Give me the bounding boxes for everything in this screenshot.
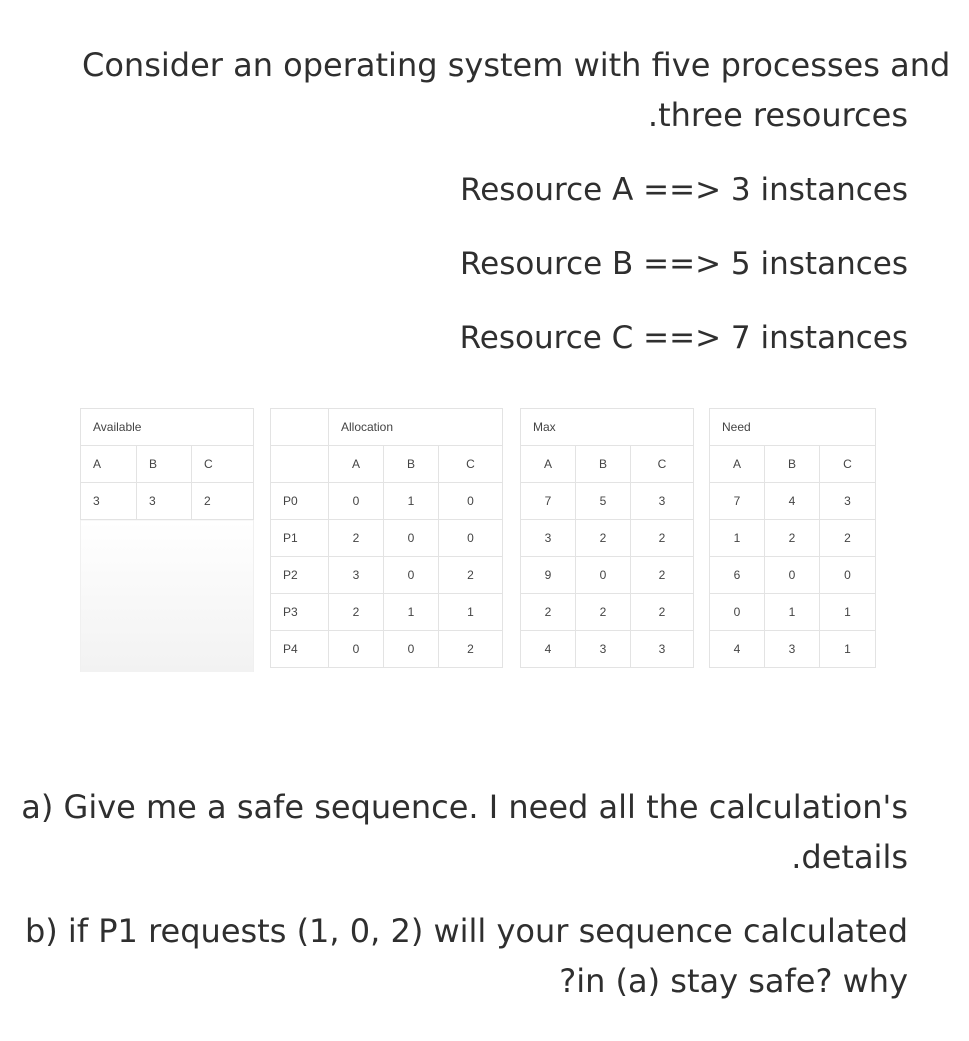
need-cell: 2 [820, 520, 876, 557]
need-col-c: C [820, 446, 876, 483]
available-table [80, 408, 254, 672]
allocation-cell: 2 [329, 520, 384, 557]
max-cell: 4 [521, 631, 576, 668]
allocation-cell: 2 [329, 594, 384, 631]
resource-c-line: Resource C ==> 7 instances [459, 320, 908, 356]
max-cell: 0 [576, 557, 631, 594]
part-b-line-1: b) if P1 requests (1, 0, 2) will your sequence calculated [24, 912, 908, 950]
allocation-cell: 0 [439, 483, 503, 520]
max-cell: 3 [631, 483, 694, 520]
max-cell: 3 [576, 631, 631, 668]
need-cell: 7 [710, 483, 765, 520]
allocation-cell: 0 [439, 520, 503, 557]
need-cell: 1 [710, 520, 765, 557]
resource-b-line: Resource B ==> 5 instances [460, 246, 908, 282]
need-cell: 4 [765, 483, 820, 520]
allocation-cell: 2 [439, 631, 503, 668]
allocation-cell: 0 [384, 631, 439, 668]
max-col-c: C [631, 446, 694, 483]
process-name: P3 [271, 594, 329, 631]
allocation-cell: 2 [439, 557, 503, 594]
process-name: P2 [271, 557, 329, 594]
allocation-cell: 1 [439, 594, 503, 631]
max-cell: 2 [576, 520, 631, 557]
table-row [271, 483, 876, 520]
max-cell: 7 [521, 483, 576, 520]
max-cell: 3 [631, 631, 694, 668]
max-col-a: A [521, 446, 576, 483]
resource-table [270, 408, 876, 668]
need-header: Need [710, 409, 876, 446]
need-cell: 1 [820, 631, 876, 668]
part-a-line-1: a) Give me a safe sequence. I need all the calculation's [21, 788, 908, 826]
need-col-a: A [710, 446, 765, 483]
table-row [271, 520, 876, 557]
need-cell: 3 [765, 631, 820, 668]
allocation-col-a: A [329, 446, 384, 483]
max-cell: 9 [521, 557, 576, 594]
allocation-cell: 1 [384, 483, 439, 520]
table-row [271, 594, 876, 631]
max-cell: 2 [576, 594, 631, 631]
need-cell: 6 [710, 557, 765, 594]
allocation-header: Allocation [329, 409, 503, 446]
allocation-col-c: C [439, 446, 503, 483]
max-header: Max [521, 409, 694, 446]
resource-a-line: Resource A ==> 3 instances [460, 172, 908, 208]
allocation-cell: 0 [329, 483, 384, 520]
need-cell: 2 [765, 520, 820, 557]
max-cell: 2 [631, 594, 694, 631]
table-row [271, 631, 876, 668]
need-col-b: B [765, 446, 820, 483]
allocation-cell: 0 [329, 631, 384, 668]
available-col-a: A [81, 446, 137, 483]
max-cell: 5 [576, 483, 631, 520]
need-cell: 0 [765, 557, 820, 594]
max-cell: 2 [521, 594, 576, 631]
process-name: P0 [271, 483, 329, 520]
available-value-a: 3 [81, 483, 137, 520]
table-row [271, 557, 876, 594]
process-name: P4 [271, 631, 329, 668]
process-name: P1 [271, 520, 329, 557]
max-cell: 2 [631, 520, 694, 557]
intro-line-2: .three resources [647, 96, 908, 134]
available-value-c: 2 [192, 483, 254, 520]
max-col-b: B [576, 446, 631, 483]
intro-line-1: Consider an operating system with five processes and [82, 46, 951, 84]
available-header: Available [81, 409, 254, 446]
need-cell: 4 [710, 631, 765, 668]
allocation-cell: 1 [384, 594, 439, 631]
allocation-cell: 3 [329, 557, 384, 594]
max-cell: 2 [631, 557, 694, 594]
part-b-line-2: ?in (a) stay safe? why [559, 962, 908, 1000]
table-column-row [271, 446, 876, 483]
available-col-c: C [192, 446, 254, 483]
need-cell: 3 [820, 483, 876, 520]
need-cell: 0 [820, 557, 876, 594]
max-cell: 3 [521, 520, 576, 557]
need-cell: 1 [765, 594, 820, 631]
allocation-col-b: B [384, 446, 439, 483]
need-cell: 0 [710, 594, 765, 631]
part-a-line-2: .details [791, 838, 908, 876]
available-value-b: 3 [137, 483, 192, 520]
allocation-cell: 0 [384, 520, 439, 557]
need-cell: 1 [820, 594, 876, 631]
table-header-row [271, 409, 876, 446]
allocation-cell: 0 [384, 557, 439, 594]
available-col-b: B [137, 446, 192, 483]
